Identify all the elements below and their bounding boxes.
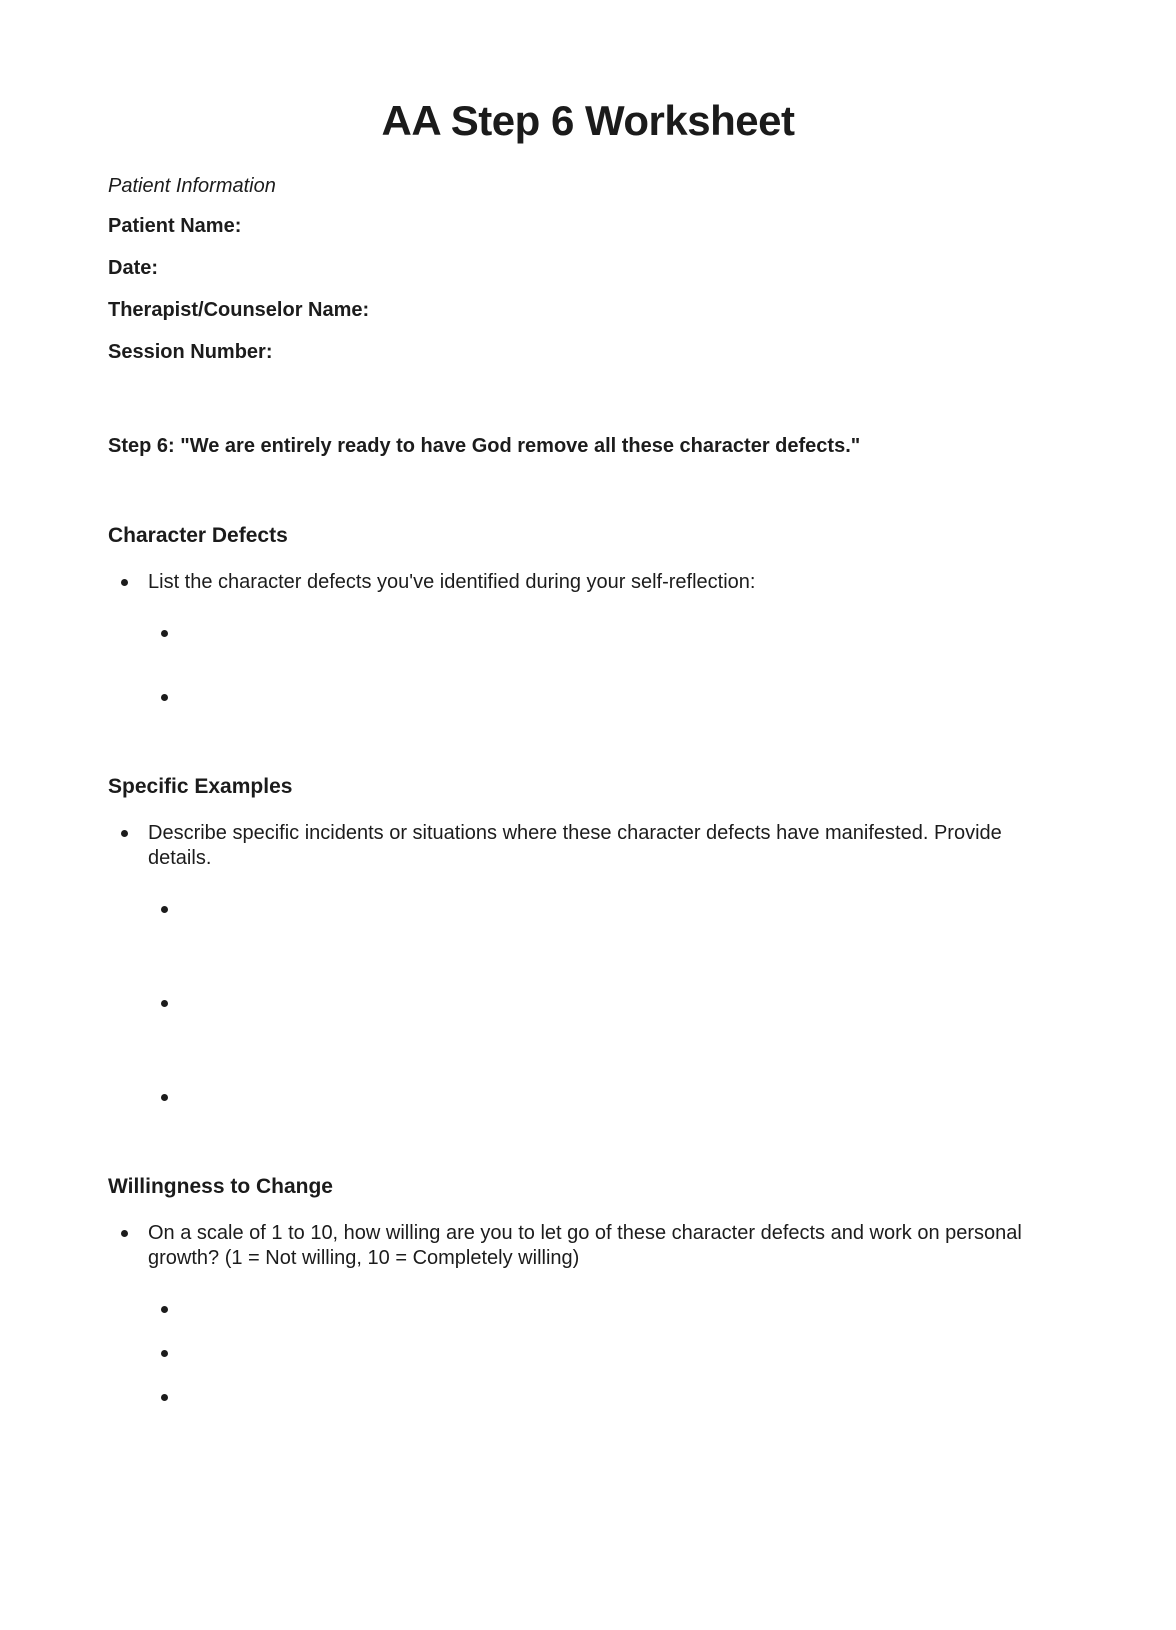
section-prompt: List the character defects you've identified during your self-reflection: xyxy=(108,570,1068,595)
blank-bullet-list xyxy=(108,621,1068,710)
section-heading-specific-examples: Specific Examples xyxy=(108,775,293,798)
blank-bullet xyxy=(108,1085,1068,1110)
section-prompt: Describe specific incidents or situations where these character defects have manifested. Provide details. xyxy=(108,821,1068,871)
field-session-number: Session Number: xyxy=(108,341,273,363)
blank-bullet xyxy=(108,1385,1068,1410)
step-6-statement: Step 6: "We are entirely ready to have God remove all these character defects." xyxy=(108,435,861,457)
patient-information-label: Patient Information xyxy=(108,175,276,197)
field-patient-name: Patient Name: xyxy=(108,215,242,237)
page-title: AA Step 6 Worksheet xyxy=(381,97,795,144)
section-heading-willingness-to-change: Willingness to Change xyxy=(108,1175,333,1198)
blank-bullet-list xyxy=(108,1297,1068,1410)
prompt-list xyxy=(108,821,1068,871)
field-date: Date: xyxy=(108,257,159,279)
blank-bullet xyxy=(108,621,1068,646)
section-willingness-to-change xyxy=(108,1174,1068,1410)
section-prompt: On a scale of 1 to 10, how willing are you to let go of these character defects and work on personal growth? (1 = Not willing, 10 = Completely willing) xyxy=(108,1221,1068,1271)
prompt-list xyxy=(108,1221,1068,1271)
blank-bullet xyxy=(108,1341,1068,1366)
section-heading-character-defects: Character Defects xyxy=(108,524,288,547)
blank-bullet-list xyxy=(108,897,1068,1110)
prompt-list xyxy=(108,570,1068,595)
blank-bullet xyxy=(108,991,1068,1016)
section-character-defects xyxy=(108,523,1068,710)
blank-bullet xyxy=(108,1297,1068,1322)
blank-bullet xyxy=(108,685,1068,710)
field-therapist-counselor-name: Therapist/Counselor Name: xyxy=(108,299,370,321)
section-specific-examples xyxy=(108,774,1068,1110)
blank-bullet xyxy=(108,897,1068,922)
